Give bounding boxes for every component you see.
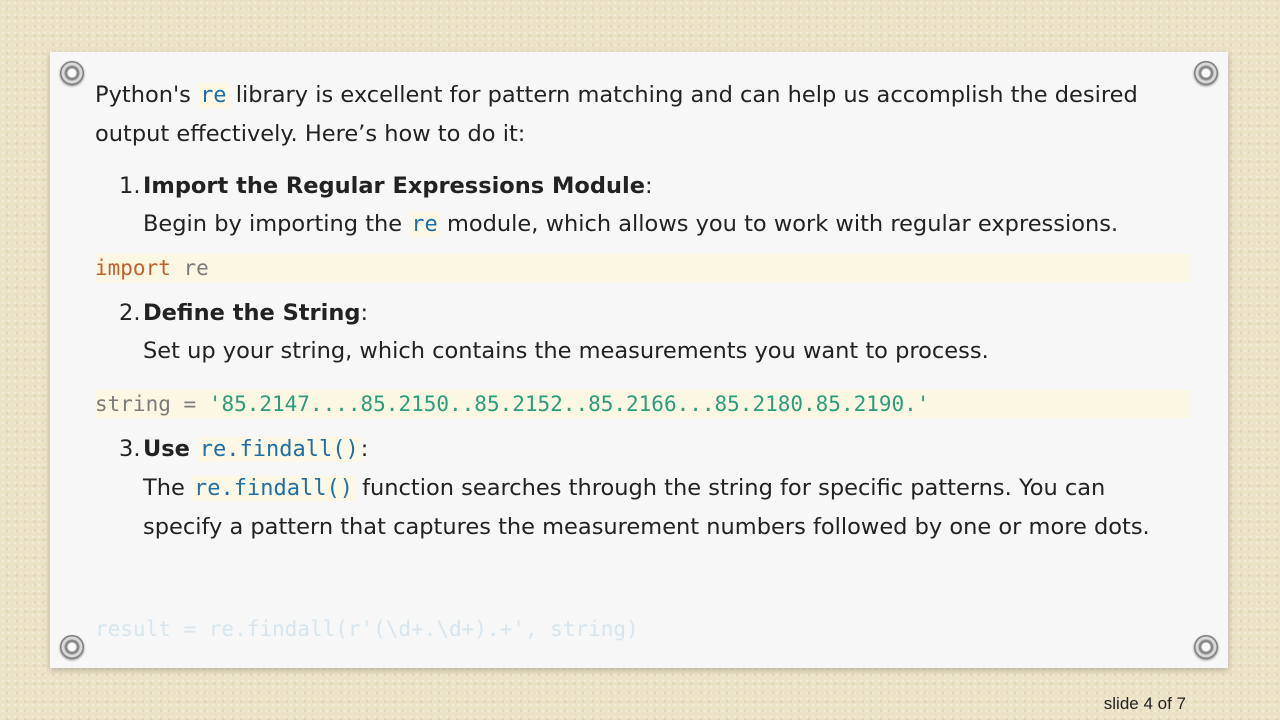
inline-code: re: [411, 212, 438, 237]
step-colon: :: [360, 436, 369, 462]
step-description: Set up your string, which contains the measurements you want to process.: [143, 338, 989, 364]
step-text: module, which allows you to work with regular expressions.: [439, 211, 1119, 237]
pin-icon: [60, 61, 84, 85]
intro-paragraph: [95, 76, 1190, 153]
pin-icon: [1194, 635, 1218, 659]
step-title: Define the String: [143, 300, 361, 326]
step-2: [95, 294, 1190, 370]
inline-code: re: [200, 83, 227, 108]
slide: [50, 52, 1228, 668]
code-block-string: [95, 390, 1190, 418]
faded-code-line: result = re.findall(r'(\d+.\d+).+', string): [95, 617, 639, 641]
intro-text: Python's: [95, 82, 199, 108]
slide-number: slide 4 of 7: [1103, 694, 1186, 713]
step-number: 3.: [119, 436, 141, 462]
step-number: 2.: [119, 300, 141, 326]
inline-code: re.findall(): [194, 476, 353, 501]
step-colon: :: [644, 173, 653, 199]
step-colon: :: [360, 300, 369, 326]
step-3: [95, 430, 1190, 546]
code-identifier: re: [170, 256, 209, 280]
step-1: [95, 167, 1190, 244]
step-text: Begin by importing the: [143, 211, 410, 237]
slide-content: [95, 76, 1190, 546]
step-title: Import the Regular Expressions Module: [143, 173, 645, 199]
pin-icon: [1194, 61, 1218, 85]
code-block-import: [95, 254, 1190, 282]
step-description: [143, 469, 1190, 546]
code-identifier: string =: [95, 392, 209, 416]
pin-icon: [60, 635, 84, 659]
step-number: 1.: [119, 173, 141, 199]
step-title: Use: [143, 436, 198, 462]
code-string: '85.2147....85.2150..85.2152..85.2166...85.2180.85.2190.': [208, 392, 930, 416]
inline-code: re.findall(): [199, 437, 359, 462]
step-text: function searches through the string for specific patterns. You can specify a pattern that captures the measurement numbers followed by one or more dots.: [143, 475, 1150, 540]
step-description: [143, 205, 1190, 244]
intro-text: library is excellent for pattern matching and can help us accomplish the desired output effectively. Here’s how to do it:: [95, 82, 1138, 147]
code-keyword: import: [95, 256, 171, 280]
step-text: The: [143, 475, 192, 501]
